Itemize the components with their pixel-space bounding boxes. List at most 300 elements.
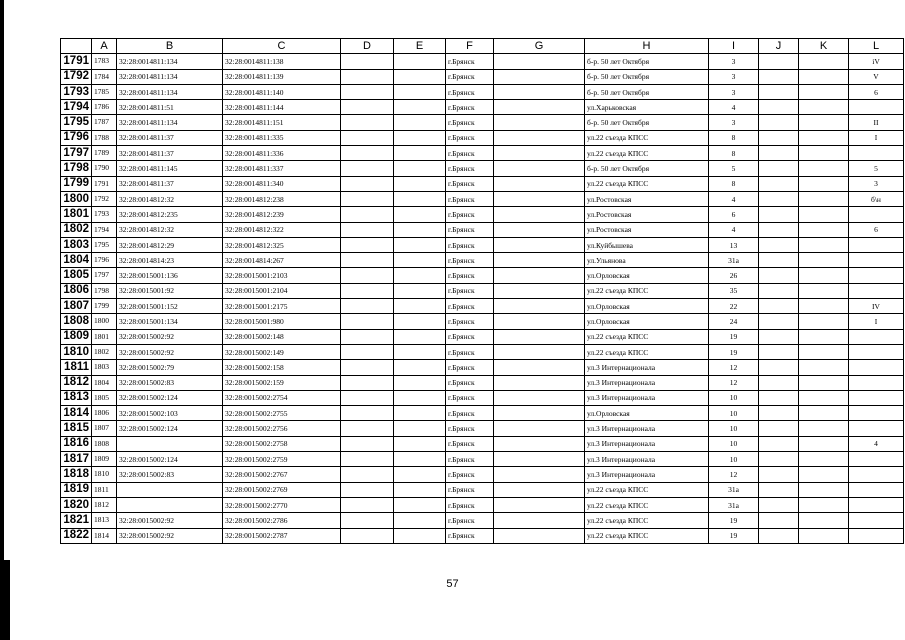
cell-a[interactable]: 1793 — [92, 207, 117, 222]
cell-k[interactable] — [799, 299, 849, 314]
row-number[interactable]: 1799 — [61, 176, 92, 191]
cell-f[interactable]: г.Брянск — [446, 54, 494, 69]
cell-f[interactable]: г.Брянск — [446, 207, 494, 222]
cell-h[interactable]: ул.Орловская — [585, 314, 709, 329]
cell-i[interactable]: 3 — [709, 115, 759, 130]
cell-d[interactable] — [341, 191, 394, 206]
cell-g[interactable] — [494, 436, 585, 451]
column-header-i[interactable]: I — [709, 39, 759, 54]
cell-j[interactable] — [759, 84, 799, 99]
cell-c[interactable]: 32:28:0014811:140 — [223, 84, 341, 99]
cell-f[interactable]: г.Брянск — [446, 436, 494, 451]
cell-d[interactable] — [341, 497, 394, 512]
cell-j[interactable] — [759, 268, 799, 283]
cell-i[interactable]: 3 — [709, 84, 759, 99]
cell-f[interactable]: г.Брянск — [446, 528, 494, 543]
cell-l[interactable]: 6 — [849, 84, 904, 99]
column-header-l[interactable]: L — [849, 39, 904, 54]
cell-f[interactable]: г.Брянск — [446, 176, 494, 191]
row-number[interactable]: 1805 — [61, 268, 92, 283]
cell-c[interactable]: 32:28:0015002:2770 — [223, 497, 341, 512]
cell-d[interactable] — [341, 436, 394, 451]
cell-j[interactable] — [759, 130, 799, 145]
row-number[interactable]: 1817 — [61, 452, 92, 467]
cell-k[interactable] — [799, 329, 849, 344]
cell-g[interactable] — [494, 176, 585, 191]
cell-e[interactable] — [394, 344, 446, 359]
cell-b[interactable]: 32:28:0014811:37 — [117, 176, 223, 191]
cell-j[interactable] — [759, 207, 799, 222]
cell-i[interactable]: 12 — [709, 467, 759, 482]
cell-a[interactable]: 1813 — [92, 513, 117, 528]
cell-b[interactable]: 32:28:0015001:92 — [117, 283, 223, 298]
cell-l[interactable] — [849, 406, 904, 421]
cell-i[interactable]: 13 — [709, 237, 759, 252]
cell-b[interactable] — [117, 436, 223, 451]
row-number[interactable]: 1820 — [61, 497, 92, 512]
cell-h[interactable]: б-р. 50 лет Октября — [585, 161, 709, 176]
cell-c[interactable]: 32:28:0014812:325 — [223, 237, 341, 252]
cell-j[interactable] — [759, 528, 799, 543]
cell-g[interactable] — [494, 207, 585, 222]
cell-l[interactable]: 5 — [849, 161, 904, 176]
cell-e[interactable] — [394, 207, 446, 222]
cell-f[interactable]: г.Брянск — [446, 360, 494, 375]
cell-k[interactable] — [799, 528, 849, 543]
cell-k[interactable] — [799, 191, 849, 206]
column-header-g[interactable]: G — [494, 39, 585, 54]
cell-e[interactable] — [394, 497, 446, 512]
cell-l[interactable]: iV — [849, 54, 904, 69]
cell-j[interactable] — [759, 375, 799, 390]
cell-c[interactable]: 32:28:0015002:2758 — [223, 436, 341, 451]
cell-b[interactable]: 32:28:0015002:79 — [117, 360, 223, 375]
row-number[interactable]: 1816 — [61, 436, 92, 451]
cell-a[interactable]: 1799 — [92, 299, 117, 314]
cell-e[interactable] — [394, 130, 446, 145]
cell-f[interactable]: г.Брянск — [446, 191, 494, 206]
cell-j[interactable] — [759, 237, 799, 252]
cell-j[interactable] — [759, 482, 799, 497]
cell-k[interactable] — [799, 100, 849, 115]
cell-b[interactable]: 32:28:0015002:124 — [117, 452, 223, 467]
cell-g[interactable] — [494, 452, 585, 467]
cell-a[interactable]: 1788 — [92, 130, 117, 145]
cell-b[interactable]: 32:28:0015002:92 — [117, 329, 223, 344]
cell-h[interactable]: ул.Куйбышева — [585, 237, 709, 252]
cell-b[interactable]: 32:28:0014812:32 — [117, 222, 223, 237]
cell-a[interactable]: 1798 — [92, 283, 117, 298]
cell-i[interactable]: 12 — [709, 375, 759, 390]
cell-d[interactable] — [341, 344, 394, 359]
cell-h[interactable]: ул.3 Интернационала — [585, 467, 709, 482]
cell-e[interactable] — [394, 283, 446, 298]
cell-f[interactable]: г.Брянск — [446, 146, 494, 161]
cell-b[interactable]: 32:28:0014812:32 — [117, 191, 223, 206]
cell-g[interactable] — [494, 406, 585, 421]
cell-d[interactable] — [341, 421, 394, 436]
cell-c[interactable]: 32:28:0015002:2756 — [223, 421, 341, 436]
cell-h[interactable]: ул.3 Интернационала — [585, 436, 709, 451]
row-number[interactable]: 1818 — [61, 467, 92, 482]
row-number[interactable]: 1811 — [61, 360, 92, 375]
row-number[interactable]: 1808 — [61, 314, 92, 329]
cell-f[interactable]: г.Брянск — [446, 329, 494, 344]
cell-b[interactable]: 32:28:0014811:134 — [117, 115, 223, 130]
cell-l[interactable] — [849, 360, 904, 375]
cell-d[interactable] — [341, 207, 394, 222]
cell-i[interactable]: 4 — [709, 222, 759, 237]
cell-l[interactable] — [849, 390, 904, 405]
row-number[interactable]: 1819 — [61, 482, 92, 497]
cell-f[interactable]: г.Брянск — [446, 237, 494, 252]
cell-e[interactable] — [394, 467, 446, 482]
cell-c[interactable]: 32:28:0015002:2787 — [223, 528, 341, 543]
cell-a[interactable]: 1812 — [92, 497, 117, 512]
cell-a[interactable]: 1791 — [92, 176, 117, 191]
cell-k[interactable] — [799, 115, 849, 130]
cell-d[interactable] — [341, 390, 394, 405]
cell-c[interactable]: 32:28:0014811:139 — [223, 69, 341, 84]
cell-d[interactable] — [341, 222, 394, 237]
cell-l[interactable]: 4 — [849, 436, 904, 451]
cell-l[interactable] — [849, 329, 904, 344]
row-number[interactable]: 1803 — [61, 237, 92, 252]
row-number[interactable]: 1822 — [61, 528, 92, 543]
cell-c[interactable]: 32:28:0015002:2755 — [223, 406, 341, 421]
cell-e[interactable] — [394, 84, 446, 99]
cell-a[interactable]: 1796 — [92, 253, 117, 268]
cell-h[interactable]: ул.22 съезда КПСС — [585, 528, 709, 543]
row-number[interactable]: 1800 — [61, 191, 92, 206]
cell-g[interactable] — [494, 513, 585, 528]
cell-i[interactable]: 10 — [709, 406, 759, 421]
cell-c[interactable]: 32:28:0014811:337 — [223, 161, 341, 176]
cell-f[interactable]: г.Брянск — [446, 69, 494, 84]
cell-h[interactable]: ул.Ростовская — [585, 207, 709, 222]
row-number[interactable]: 1810 — [61, 344, 92, 359]
cell-c[interactable]: 32:28:0014811:151 — [223, 115, 341, 130]
cell-c[interactable]: 32:28:0015002:158 — [223, 360, 341, 375]
cell-d[interactable] — [341, 146, 394, 161]
cell-k[interactable] — [799, 207, 849, 222]
row-number[interactable]: 1809 — [61, 329, 92, 344]
cell-g[interactable] — [494, 100, 585, 115]
row-number[interactable]: 1796 — [61, 130, 92, 145]
cell-j[interactable] — [759, 115, 799, 130]
cell-i[interactable]: 5 — [709, 161, 759, 176]
cell-b[interactable]: 32:28:0015002:92 — [117, 513, 223, 528]
cell-j[interactable] — [759, 314, 799, 329]
cell-c[interactable]: 32:28:0015002:2767 — [223, 467, 341, 482]
cell-d[interactable] — [341, 237, 394, 252]
cell-e[interactable] — [394, 436, 446, 451]
cell-i[interactable]: 19 — [709, 329, 759, 344]
row-number[interactable]: 1821 — [61, 513, 92, 528]
row-number[interactable]: 1807 — [61, 299, 92, 314]
cell-a[interactable]: 1789 — [92, 146, 117, 161]
cell-j[interactable] — [759, 467, 799, 482]
cell-k[interactable] — [799, 69, 849, 84]
cell-a[interactable]: 1806 — [92, 406, 117, 421]
cell-b[interactable]: 32:28:0014811:145 — [117, 161, 223, 176]
row-number[interactable]: 1791 — [61, 54, 92, 69]
cell-h[interactable]: б-р. 50 лет Октября — [585, 115, 709, 130]
cell-k[interactable] — [799, 497, 849, 512]
cell-j[interactable] — [759, 452, 799, 467]
cell-g[interactable] — [494, 191, 585, 206]
cell-e[interactable] — [394, 69, 446, 84]
cell-l[interactable]: I — [849, 314, 904, 329]
cell-j[interactable] — [759, 406, 799, 421]
cell-h[interactable]: ул.22 съезда КПСС — [585, 283, 709, 298]
cell-f[interactable]: г.Брянск — [446, 299, 494, 314]
cell-g[interactable] — [494, 84, 585, 99]
cell-f[interactable]: г.Брянск — [446, 513, 494, 528]
cell-f[interactable]: г.Брянск — [446, 452, 494, 467]
cell-i[interactable]: 12 — [709, 360, 759, 375]
cell-g[interactable] — [494, 268, 585, 283]
cell-f[interactable]: г.Брянск — [446, 497, 494, 512]
cell-d[interactable] — [341, 130, 394, 145]
cell-a[interactable]: 1811 — [92, 482, 117, 497]
cell-f[interactable]: г.Брянск — [446, 406, 494, 421]
cell-d[interactable] — [341, 467, 394, 482]
cell-h[interactable]: ул.22 съезда КПСС — [585, 146, 709, 161]
cell-f[interactable]: г.Брянск — [446, 222, 494, 237]
cell-l[interactable] — [849, 421, 904, 436]
column-header-c[interactable]: C — [223, 39, 341, 54]
cell-a[interactable]: 1809 — [92, 452, 117, 467]
cell-d[interactable] — [341, 283, 394, 298]
cell-e[interactable] — [394, 482, 446, 497]
cell-h[interactable]: ул.Орловская — [585, 268, 709, 283]
cell-f[interactable]: г.Брянск — [446, 482, 494, 497]
cell-b[interactable]: 32:28:0015002:92 — [117, 528, 223, 543]
cell-i[interactable]: 22 — [709, 299, 759, 314]
cell-g[interactable] — [494, 299, 585, 314]
cell-d[interactable] — [341, 253, 394, 268]
cell-h[interactable]: ул.22 съезда КПСС — [585, 176, 709, 191]
cell-j[interactable] — [759, 421, 799, 436]
cell-e[interactable] — [394, 237, 446, 252]
cell-e[interactable] — [394, 314, 446, 329]
cell-g[interactable] — [494, 253, 585, 268]
cell-c[interactable]: 32:28:0015002:2759 — [223, 452, 341, 467]
cell-c[interactable]: 32:28:0014811:336 — [223, 146, 341, 161]
cell-c[interactable]: 32:28:0015001:980 — [223, 314, 341, 329]
cell-d[interactable] — [341, 329, 394, 344]
cell-l[interactable] — [849, 513, 904, 528]
cell-b[interactable]: 32:28:0014812:235 — [117, 207, 223, 222]
cell-l[interactable] — [849, 467, 904, 482]
row-number[interactable]: 1793 — [61, 84, 92, 99]
cell-b[interactable]: 32:28:0015002:124 — [117, 390, 223, 405]
cell-b[interactable]: 32:28:0014811:134 — [117, 54, 223, 69]
cell-i[interactable]: 3 — [709, 54, 759, 69]
cell-a[interactable]: 1807 — [92, 421, 117, 436]
cell-i[interactable]: 24 — [709, 314, 759, 329]
row-number[interactable]: 1812 — [61, 375, 92, 390]
cell-h[interactable]: ул.22 съезда КПСС — [585, 344, 709, 359]
cell-l[interactable] — [849, 146, 904, 161]
cell-e[interactable] — [394, 375, 446, 390]
cell-b[interactable]: 32:28:0014812:29 — [117, 237, 223, 252]
cell-i[interactable]: 4 — [709, 100, 759, 115]
cell-a[interactable]: 1814 — [92, 528, 117, 543]
cell-i[interactable]: 8 — [709, 176, 759, 191]
row-number[interactable]: 1814 — [61, 406, 92, 421]
cell-f[interactable]: г.Брянск — [446, 100, 494, 115]
cell-h[interactable]: ул.Орловская — [585, 299, 709, 314]
cell-h[interactable]: ул.3 Интернационала — [585, 360, 709, 375]
cell-k[interactable] — [799, 283, 849, 298]
cell-e[interactable] — [394, 390, 446, 405]
cell-j[interactable] — [759, 513, 799, 528]
cell-j[interactable] — [759, 344, 799, 359]
cell-c[interactable]: 32:28:0015001:2103 — [223, 268, 341, 283]
cell-h[interactable]: б-р. 50 лет Октября — [585, 54, 709, 69]
cell-k[interactable] — [799, 467, 849, 482]
cell-k[interactable] — [799, 436, 849, 451]
cell-a[interactable]: 1783 — [92, 54, 117, 69]
cell-h[interactable]: ул.22 съезда КПСС — [585, 497, 709, 512]
corner-header[interactable] — [61, 39, 92, 54]
row-number[interactable]: 1804 — [61, 253, 92, 268]
cell-k[interactable] — [799, 176, 849, 191]
cell-h[interactable]: ул.3 Интернационала — [585, 452, 709, 467]
cell-k[interactable] — [799, 237, 849, 252]
cell-g[interactable] — [494, 69, 585, 84]
cell-e[interactable] — [394, 176, 446, 191]
cell-f[interactable]: г.Брянск — [446, 130, 494, 145]
cell-d[interactable] — [341, 54, 394, 69]
cell-c[interactable]: 32:28:0014812:239 — [223, 207, 341, 222]
cell-g[interactable] — [494, 421, 585, 436]
cell-e[interactable] — [394, 452, 446, 467]
cell-k[interactable] — [799, 513, 849, 528]
cell-k[interactable] — [799, 452, 849, 467]
cell-k[interactable] — [799, 390, 849, 405]
cell-f[interactable]: г.Брянск — [446, 268, 494, 283]
cell-k[interactable] — [799, 344, 849, 359]
cell-l[interactable] — [849, 283, 904, 298]
cell-g[interactable] — [494, 329, 585, 344]
cell-a[interactable]: 1784 — [92, 69, 117, 84]
cell-e[interactable] — [394, 146, 446, 161]
cell-f[interactable]: г.Брянск — [446, 421, 494, 436]
cell-i[interactable]: 19 — [709, 513, 759, 528]
cell-e[interactable] — [394, 222, 446, 237]
column-header-e[interactable]: E — [394, 39, 446, 54]
cell-l[interactable] — [849, 497, 904, 512]
cell-e[interactable] — [394, 253, 446, 268]
cell-i[interactable]: 10 — [709, 390, 759, 405]
cell-e[interactable] — [394, 54, 446, 69]
cell-b[interactable]: 32:28:0015001:152 — [117, 299, 223, 314]
cell-j[interactable] — [759, 253, 799, 268]
cell-l[interactable] — [849, 528, 904, 543]
cell-f[interactable]: г.Брянск — [446, 115, 494, 130]
cell-l[interactable] — [849, 375, 904, 390]
cell-a[interactable]: 1794 — [92, 222, 117, 237]
cell-a[interactable]: 1801 — [92, 329, 117, 344]
cell-f[interactable]: г.Брянск — [446, 344, 494, 359]
cell-g[interactable] — [494, 146, 585, 161]
cell-k[interactable] — [799, 360, 849, 375]
cell-g[interactable] — [494, 375, 585, 390]
cell-i[interactable]: 35 — [709, 283, 759, 298]
cell-h[interactable]: б-р. 50 лет Октября — [585, 69, 709, 84]
cell-l[interactable] — [849, 100, 904, 115]
cell-j[interactable] — [759, 360, 799, 375]
cell-g[interactable] — [494, 360, 585, 375]
cell-e[interactable] — [394, 299, 446, 314]
cell-k[interactable] — [799, 146, 849, 161]
cell-a[interactable]: 1800 — [92, 314, 117, 329]
column-header-b[interactable]: B — [117, 39, 223, 54]
cell-k[interactable] — [799, 375, 849, 390]
cell-a[interactable]: 1790 — [92, 161, 117, 176]
cell-d[interactable] — [341, 406, 394, 421]
cell-e[interactable] — [394, 268, 446, 283]
cell-c[interactable]: 32:28:0014814:267 — [223, 253, 341, 268]
cell-i[interactable]: 8 — [709, 130, 759, 145]
cell-l[interactable] — [849, 344, 904, 359]
row-number[interactable]: 1798 — [61, 161, 92, 176]
cell-h[interactable]: б-р. 50 лет Октября — [585, 84, 709, 99]
cell-i[interactable]: 3 — [709, 69, 759, 84]
cell-k[interactable] — [799, 222, 849, 237]
cell-j[interactable] — [759, 436, 799, 451]
cell-d[interactable] — [341, 528, 394, 543]
row-number[interactable]: 1795 — [61, 115, 92, 130]
cell-d[interactable] — [341, 100, 394, 115]
cell-k[interactable] — [799, 54, 849, 69]
cell-g[interactable] — [494, 237, 585, 252]
row-number[interactable]: 1815 — [61, 421, 92, 436]
cell-g[interactable] — [494, 115, 585, 130]
cell-f[interactable]: г.Брянск — [446, 84, 494, 99]
row-number[interactable]: 1802 — [61, 222, 92, 237]
cell-d[interactable] — [341, 452, 394, 467]
cell-a[interactable]: 1808 — [92, 436, 117, 451]
row-number[interactable]: 1792 — [61, 69, 92, 84]
column-header-a[interactable]: A — [92, 39, 117, 54]
cell-d[interactable] — [341, 314, 394, 329]
cell-i[interactable]: 4 — [709, 191, 759, 206]
cell-f[interactable]: г.Брянск — [446, 161, 494, 176]
cell-b[interactable]: 32:28:0015002:124 — [117, 421, 223, 436]
cell-b[interactable] — [117, 482, 223, 497]
cell-b[interactable] — [117, 497, 223, 512]
cell-g[interactable] — [494, 467, 585, 482]
cell-b[interactable]: 32:28:0014811:134 — [117, 69, 223, 84]
cell-h[interactable]: ул.Орловская — [585, 406, 709, 421]
cell-b[interactable]: 32:28:0015001:134 — [117, 314, 223, 329]
cell-a[interactable]: 1804 — [92, 375, 117, 390]
cell-h[interactable]: ул.22 съезда КПСС — [585, 513, 709, 528]
cell-d[interactable] — [341, 482, 394, 497]
cell-k[interactable] — [799, 161, 849, 176]
cell-f[interactable]: г.Брянск — [446, 390, 494, 405]
cell-k[interactable] — [799, 421, 849, 436]
cell-j[interactable] — [759, 497, 799, 512]
cell-b[interactable]: 32:28:0015002:83 — [117, 467, 223, 482]
cell-a[interactable]: 1802 — [92, 344, 117, 359]
cell-g[interactable] — [494, 344, 585, 359]
cell-g[interactable] — [494, 497, 585, 512]
